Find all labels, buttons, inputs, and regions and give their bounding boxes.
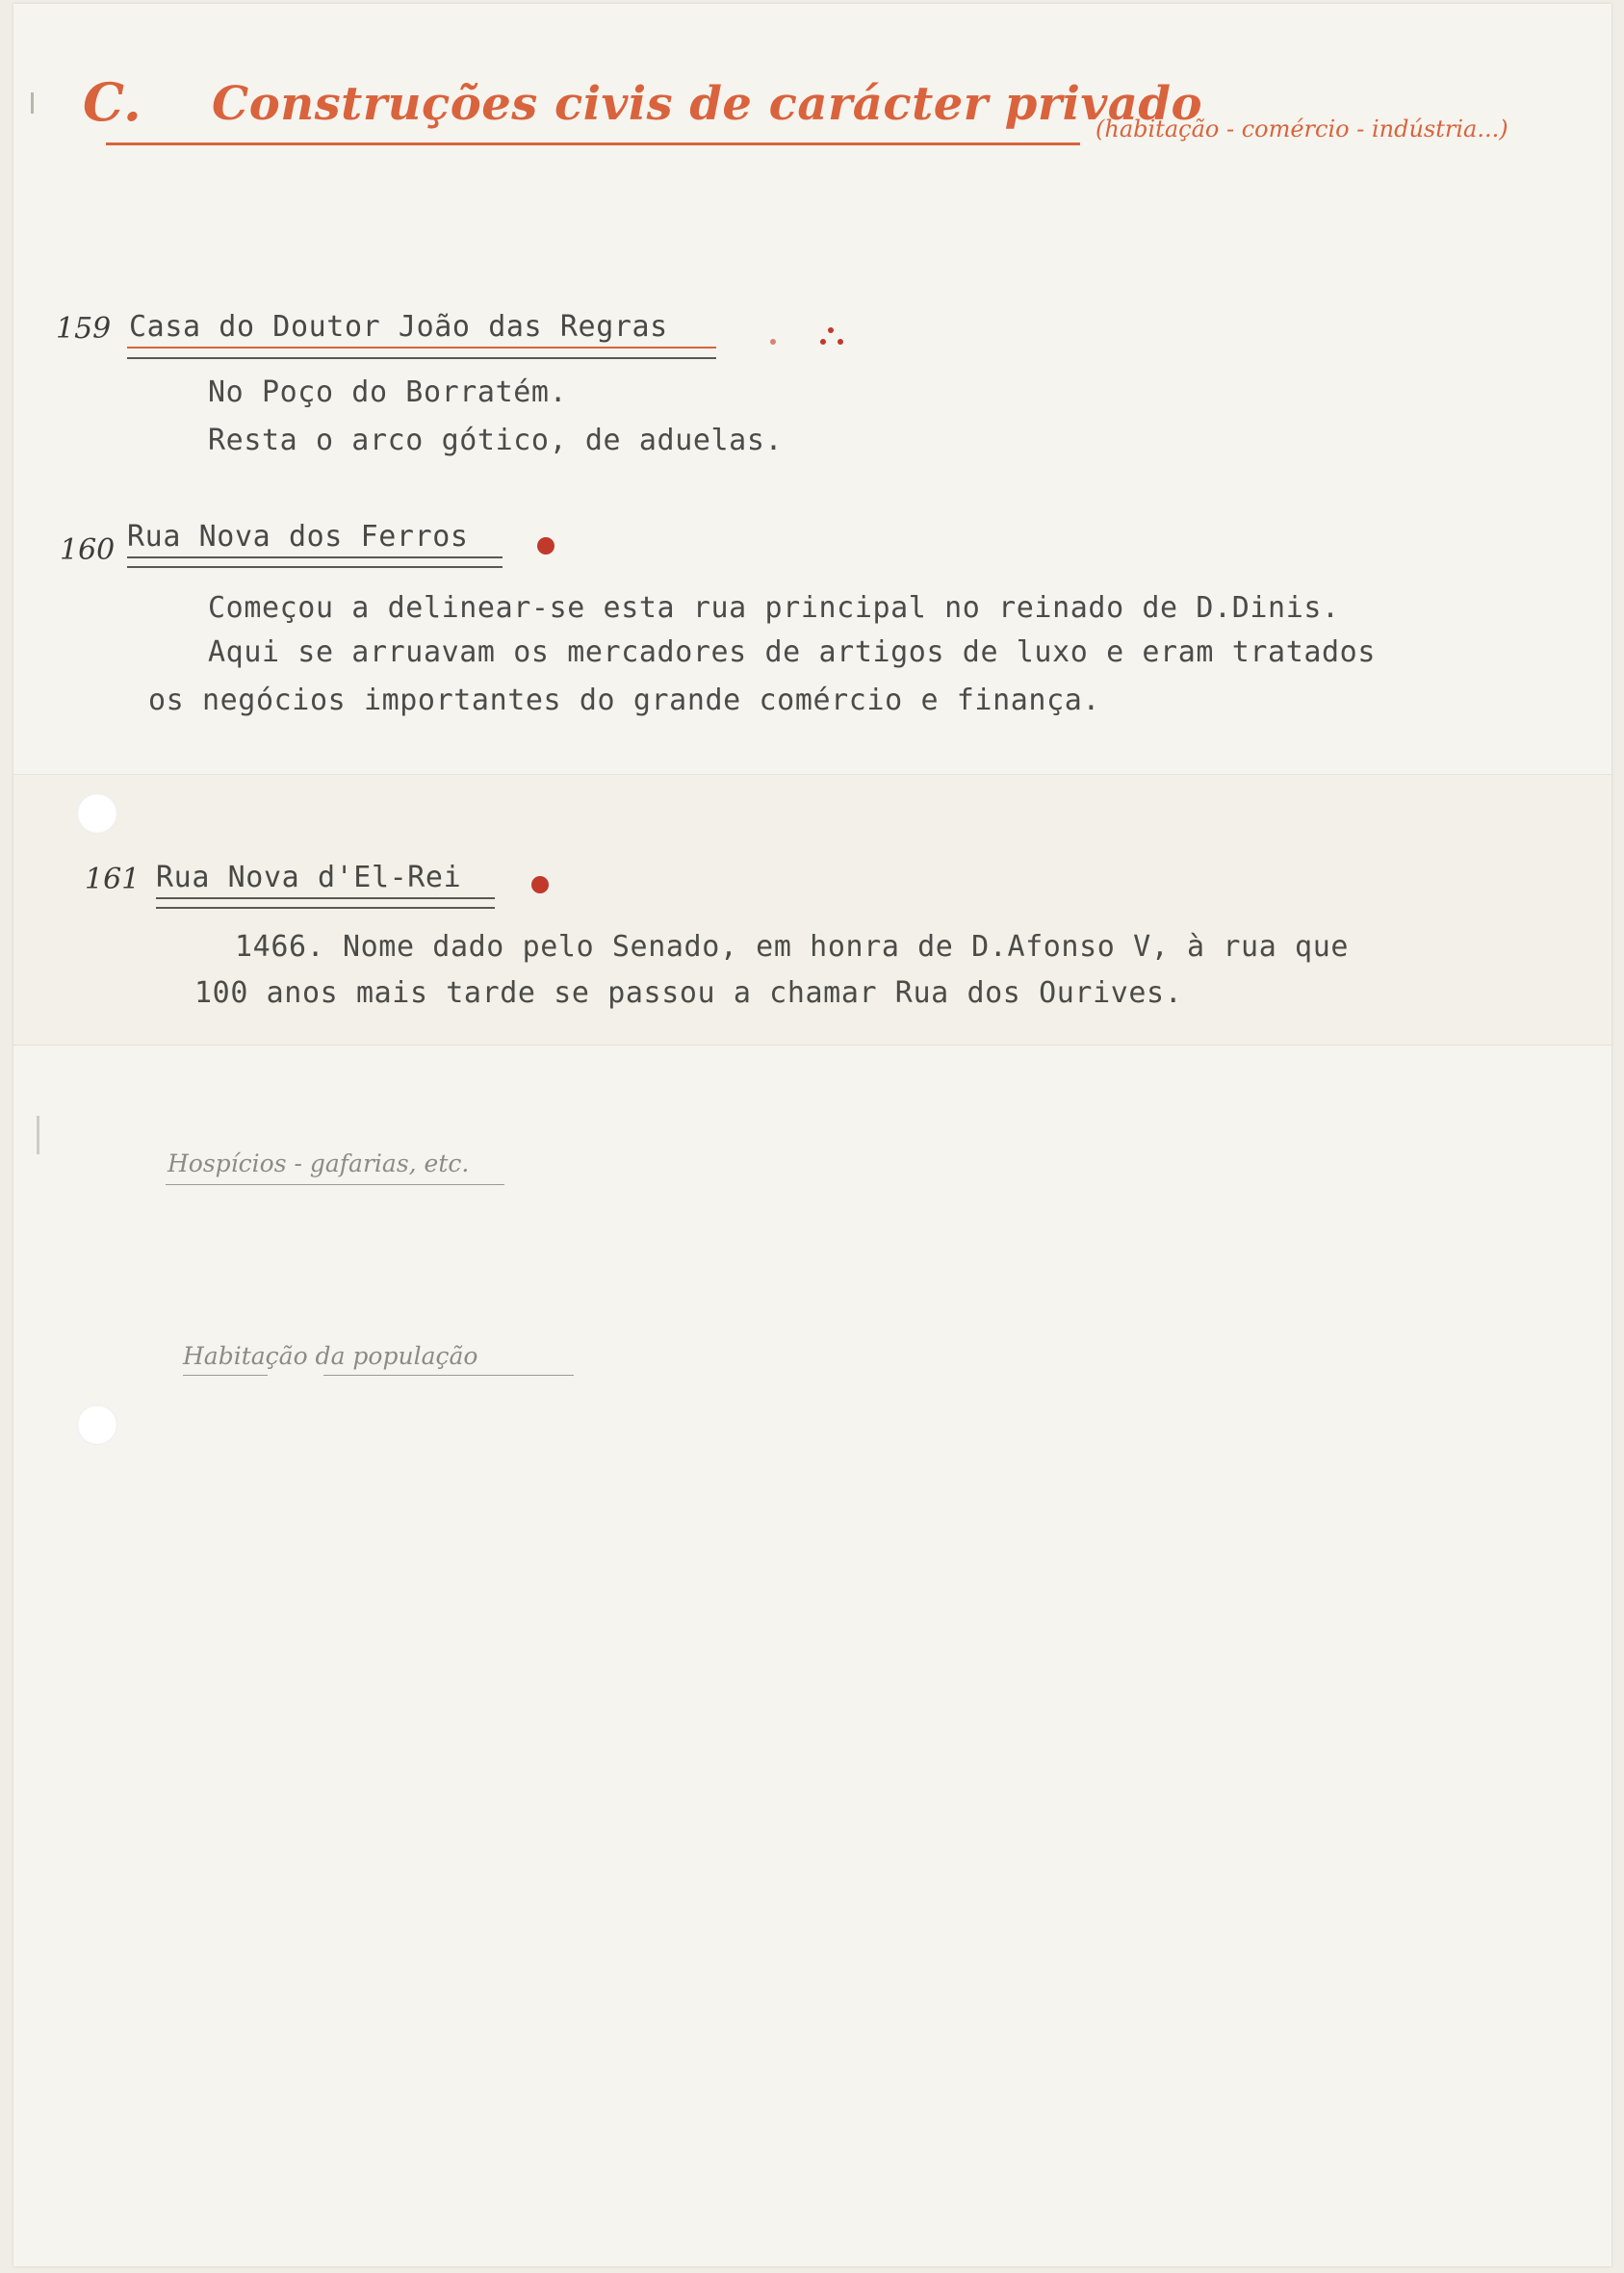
section-title-underline	[106, 142, 1080, 145]
punch-hole-top	[77, 793, 117, 834]
pencil-note: Habitação da população	[183, 1342, 478, 1370]
margin-mark	[31, 92, 34, 114]
entry-title-underline-black	[156, 897, 495, 899]
section-letter: C.	[83, 71, 142, 133]
entry-title-underline-red	[127, 347, 716, 349]
marker-dot	[838, 339, 843, 345]
section-note: (habitação - comércio - indústria...)	[1096, 116, 1508, 142]
entry-number: 159	[56, 312, 112, 346]
entry-text-line: 100 anos mais tarde se passou a chamar Rua dos Ourives.	[194, 976, 1183, 1010]
margin-mark	[37, 1116, 39, 1154]
pencil-note-underline	[183, 1375, 268, 1376]
entry-number: 161	[85, 863, 141, 896]
pencil-note-underline	[323, 1375, 574, 1376]
marker-dot	[770, 339, 776, 345]
marker-dot	[820, 339, 826, 345]
punch-hole-bottom	[77, 1405, 117, 1445]
entry-number: 160	[60, 533, 116, 567]
entry-text-line: No Poço do Borratém.	[208, 375, 568, 409]
marker-dot	[531, 876, 549, 893]
marker-dot	[828, 327, 834, 333]
entry-title: Casa do Doutor João das Regras	[129, 310, 668, 344]
section-title: Construções civis de carácter privado	[212, 77, 1202, 131]
entry-text-line: os negócios importantes do grande comércio e finança.	[148, 684, 1101, 717]
pencil-note-underline	[166, 1184, 504, 1185]
entry-title-underline-black	[127, 566, 503, 568]
entry-title-underline-black	[156, 907, 495, 909]
entry-title: Rua Nova d'El-Rei	[156, 861, 462, 894]
marker-dot	[537, 537, 554, 555]
entry-text-line: Começou a delinear-se esta rua principal no reinado de D.Dinis.	[208, 591, 1340, 625]
document-page	[13, 4, 1611, 2266]
entry-text-line: 1466. Nome dado pelo Senado, em honra de D.Afonso V, à rua que	[235, 930, 1350, 964]
entry-title-underline-black	[127, 357, 716, 359]
entry-text-line: Aqui se arruavam os mercadores de artigos de luxo e eram tratados	[208, 635, 1376, 669]
entry-title-underline-black	[127, 556, 503, 558]
entry-text-line: Resta o arco gótico, de aduelas.	[208, 424, 784, 457]
entry-title: Rua Nova dos Ferros	[127, 520, 469, 554]
pencil-note: Hospícios - gafarias, etc.	[168, 1149, 470, 1177]
